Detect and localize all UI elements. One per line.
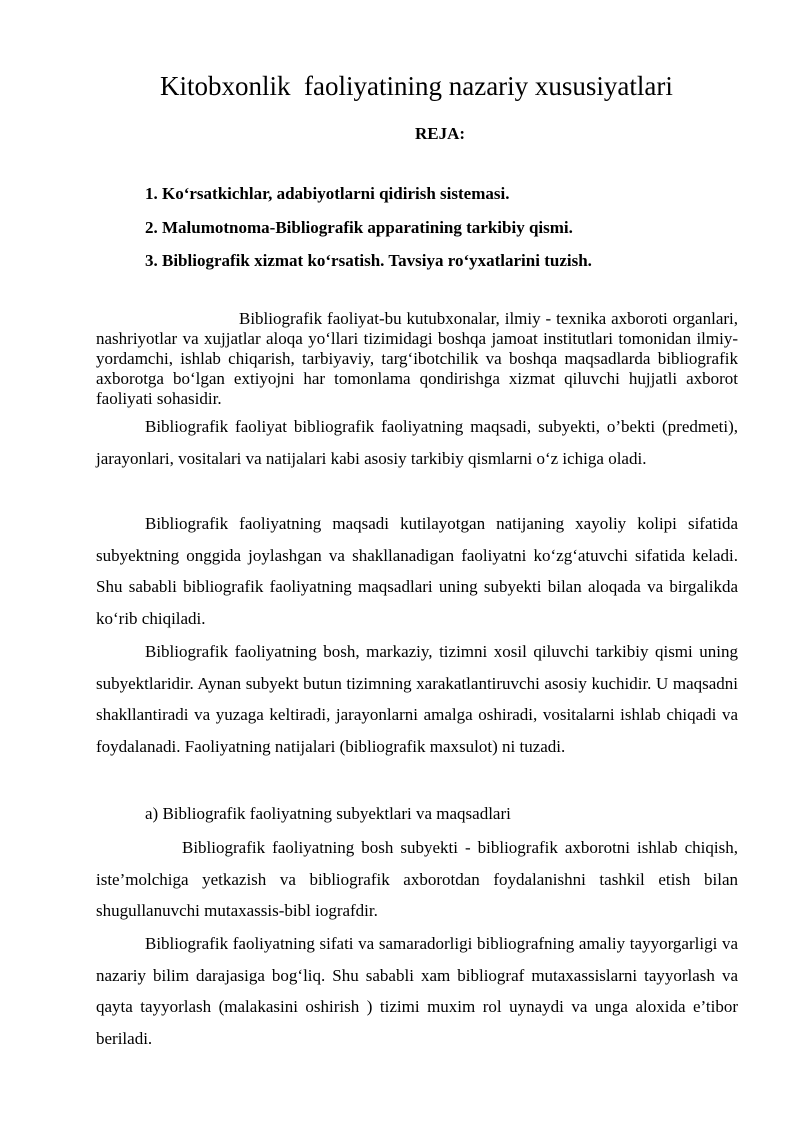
paragraph-components: Bibliografik faoliyat bibliografik faoliyatning maqsadi, subyekti, o’bekti (predmeti), jarayonlari, vositalari va natijalari kabi asosiy tarkibiy qismlarni o‘z ichiga oladi. <box>96 417 738 468</box>
paragraph-subject: Bibliografik faoliyatning bosh, markaziy, tizimni xosil qiluvchi tarkibiy qismi uning subyektlaridir. Aynan subyekt butun tizimning xarakatlantiruvchi asosiy kuchidir. U maqsadni shakllantiradi va yuzaga keltiradi, jarayonlarni amalga oshiradi, vositalarni ishlab chiqadi va foydalanadi. Faoliyatning natijalari (bibliografik maxsulot) ni tuzadi. <box>96 642 738 756</box>
document-title: Kitobxonlik faoliyatining nazariy xususiyatlari <box>160 71 673 101</box>
paragraph-main-subject: Bibliografik faoliyatning bosh subyekti - bibliografik axborotni ishlab chiqish, iste’molchiga yetkazish va bibliografik axborotdan foydalanishni tashkil etish bilan shugullanuvchi mutaxassis-bibl iografdir. <box>96 838 738 920</box>
plan-item: 2. Malumotnoma-Bibliografik apparatining tarkibiy qismi. <box>145 217 573 237</box>
plan-item: 1. Ko‘rsatkichlar, adabiyotlarni qidirish sistemasi. <box>145 184 510 203</box>
paragraph-definition: Bibliografik faoliyat-bu kutubxonalar, ilmiy - texnika axboroti organlari, nashriyotlar va xujjatlar aloqa yo‘llari tizimidagi boshqa jamoat institutlari tomonidan ilmiy-yordamchi, ishlab chiqarish, tarbiyaviy, targ‘ibotchilik va boshqa maqsadlarda bibliografik axborotga bo‘lgan extiyojni har tomonlama qondirishga xizmat qiluvchi hujjatli axborot faoliyati sohasidir. <box>96 309 738 408</box>
plan-list <box>145 182 592 283</box>
paragraph-quality: Bibliografik faoliyatning sifati va samaradorligi bibliografning amaliy tayyorgarligi va nazariy bilim darajasiga bog‘liq. Shu sababli xam bibliograf mutaxassislarni tayyorlash va qayta tayyorlash (malakasini oshirish ) tizimi muxim rol uynaydi va unga aloxida e’tibor beriladi. <box>96 934 738 1048</box>
subsection-heading: a) Bibliografik faoliyatning subyektlari va maqsadlari <box>145 804 511 823</box>
paragraph-goal: Bibliografik faoliyatning maqsadi kutilayotgan natijaning xayoliy kolipi sifatida subyektning onggida joylashgan va shakllanadigan faoliyatni ko‘zg‘atuvchi sifatida keladi. Shu sababli bibliografik faoliyatning maqsadlari uning subyekti bilan aloqada va birgalikda ko‘rib chiqiladi. <box>96 514 738 628</box>
plan-item: 3. Bibliografik xizmat ko‘rsatish. Tavsiya ro‘yxatlarini tuzish. <box>145 251 592 270</box>
plan-heading: REJA: <box>414 124 466 143</box>
